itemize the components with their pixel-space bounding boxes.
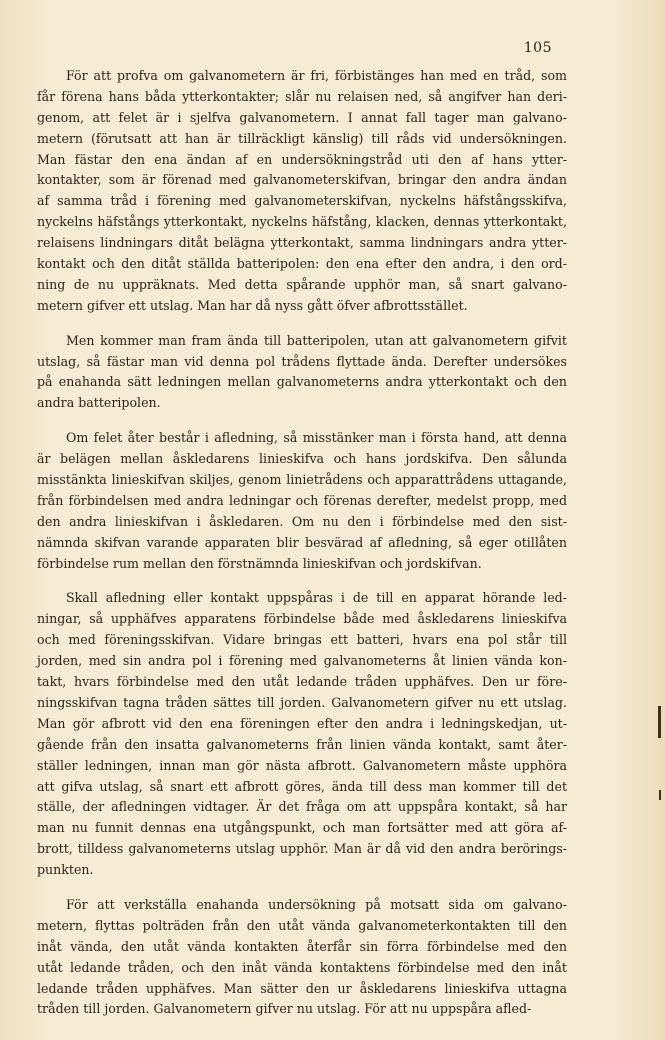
text-line: förbindelse rum mellan den förstnämnda linieskifvan och jordskifvan. — [37, 555, 482, 571]
page-edge-mark — [658, 706, 661, 738]
text-line: ningar, så upphäfves apparatens förbindelse både med åskledarens linieskifva — [37, 611, 567, 627]
text-line: utåt ledande tråden, och den inåt vända kontaktens förbindelse med den inåt — [37, 959, 567, 975]
text-line: För att profva om galvanometern är fri, förbistänges han med en tråd, som — [66, 68, 567, 83]
text-line: nämnda skifvan varande apparaten blir besvärad af afledning, så eger otillåten — [37, 534, 567, 550]
text-line: och med föreningsskifvan. Vidare bringas ett batteri, hvars ena pol står till — [37, 632, 567, 648]
text-line: takt, hvars förbindelse med den utåt ledande tråden upphäfves. Den ur före- — [37, 674, 567, 690]
text-line: andra batteripolen. — [37, 395, 161, 411]
text-line: ledande tråden upphäfves. Man sätter den ur åskledarens linieskifva uttagna — [37, 980, 567, 996]
text-line: på enahanda sätt ledningen mellan galvanometerns andra ytterkontakt och den — [37, 374, 567, 390]
text-line: Man gör afbrott vid den ena föreningen efter den andra i ledningskedjan, ut- — [37, 715, 567, 731]
text-line: punkten. — [37, 862, 94, 878]
text-line: jorden, med sin andra pol i förening med galvanometerns åt linien vända kon- — [37, 653, 567, 669]
text-line: ning de nu uppräknats. Med detta spårande upphör man, så snart galvano- — [37, 276, 567, 292]
text-line: gående från den insatta galvanometerns från linien vända kontakt, samt åter- — [37, 736, 567, 752]
text-line: utslag, så fästar man vid denna pol trådens flyttade ända. Derefter undersökes — [37, 353, 567, 369]
text-line: Men kommer man fram ända till batteripolen, utan att galvanometern gifvit — [66, 332, 567, 348]
text-line: ningsskifvan tagna tråden sättes till jorden. Galvanometern gifver nu ett utslag. — [37, 694, 567, 710]
text-line: får förena hans båda ytterkontakter; slår nu relaisen ned, så angifver han deri- — [37, 88, 567, 104]
text-line: genom, att felet är i sjelfva galvanometern. I annat fall tager man galvano- — [37, 109, 567, 125]
text-line: kontakt och den ditåt ställda batteripolen: den ena efter den andra, i den ord- — [37, 256, 567, 272]
paragraph — [37, 588, 567, 880]
text-line: Om felet åter består i afledning, så misstänker man i första hand, att denna — [66, 430, 567, 446]
text-line: nyckelns häfstångs ytterkontakt, nyckelns häfstång, klacken, dennas ytterkontakt, — [37, 214, 567, 230]
text-line: är belägen mellan åskledarens linieskifva och hans jordskifva. Den sålunda — [37, 451, 567, 467]
text-line: ställe, der afledningen vidtager. Är det fråga om att uppspåra kontakt, så har — [37, 799, 567, 815]
text-line: relaisens lindningars ditåt belägna ytterkontakt, samma lindningars andra ytter- — [37, 235, 567, 251]
body-text — [37, 66, 567, 1034]
text-line: Skall afledning eller kontakt uppspåras i de till en apparat hörande led- — [66, 590, 567, 606]
text-line: Man fästar den ena ändan af en undersökningstråd uti den af hans ytter- — [37, 151, 567, 167]
paragraph — [37, 331, 567, 415]
text-line: metern (förutsatt att han är tillräckligt känslig) till råds vid undersökningen. — [37, 130, 567, 146]
text-line: af samma tråd i förening med galvanometerskifvan, nyckelns häfstångsskifva, — [37, 193, 567, 209]
text-line: misstänkta linieskifvan skiljes, genom linietrådens och apparattrådens uttagande, — [37, 472, 567, 488]
text-line: metern, flyttas polträden från den utåt vända galvanometerkontakten till den — [37, 917, 567, 933]
paragraph — [37, 428, 567, 574]
text-line: från förbindelsen med andra ledningar och förenas derefter, medelst propp, med — [37, 492, 567, 508]
text-line: tråden till jorden. Galvanometern gifver nu utslag. För att nu uppspåra afled- — [37, 1001, 532, 1017]
paragraph — [37, 895, 567, 1020]
text-line: den andra linieskifvan i åskledaren. Om nu den i förbindelse med den sist- — [37, 513, 567, 529]
text-line: För att verkställa enahanda undersökning på motsatt sida om galvano- — [66, 896, 567, 912]
text-line: att gifva utslag, så snart ett afbrott göres, ända till dess man kommer till det — [37, 778, 567, 794]
text-line: inåt vända, den utåt vända kontakten återfår sin förra förbindelse med den — [37, 938, 567, 954]
text-line: kontakter, som är förenad med galvanometerskifvan, bringar den andra ändan — [37, 172, 567, 188]
paragraph — [37, 66, 567, 317]
page-edge-mark — [659, 790, 661, 800]
text-line: brott, tilldess galvanometerns utslag upphör. Man är då vid den andra berörings- — [37, 841, 567, 857]
text-line: ställer ledningen, innan man gör nästa afbrott. Galvanometern måste upphöra — [37, 757, 567, 773]
text-line: metern gifver ett utslag. Man har då nyss gått öfver afbrottsstället. — [37, 297, 468, 313]
text-line: man nu funnit dennas ena utgångspunkt, och man fortsätter med att göra af- — [37, 820, 567, 836]
page-number: 105 — [523, 40, 552, 56]
